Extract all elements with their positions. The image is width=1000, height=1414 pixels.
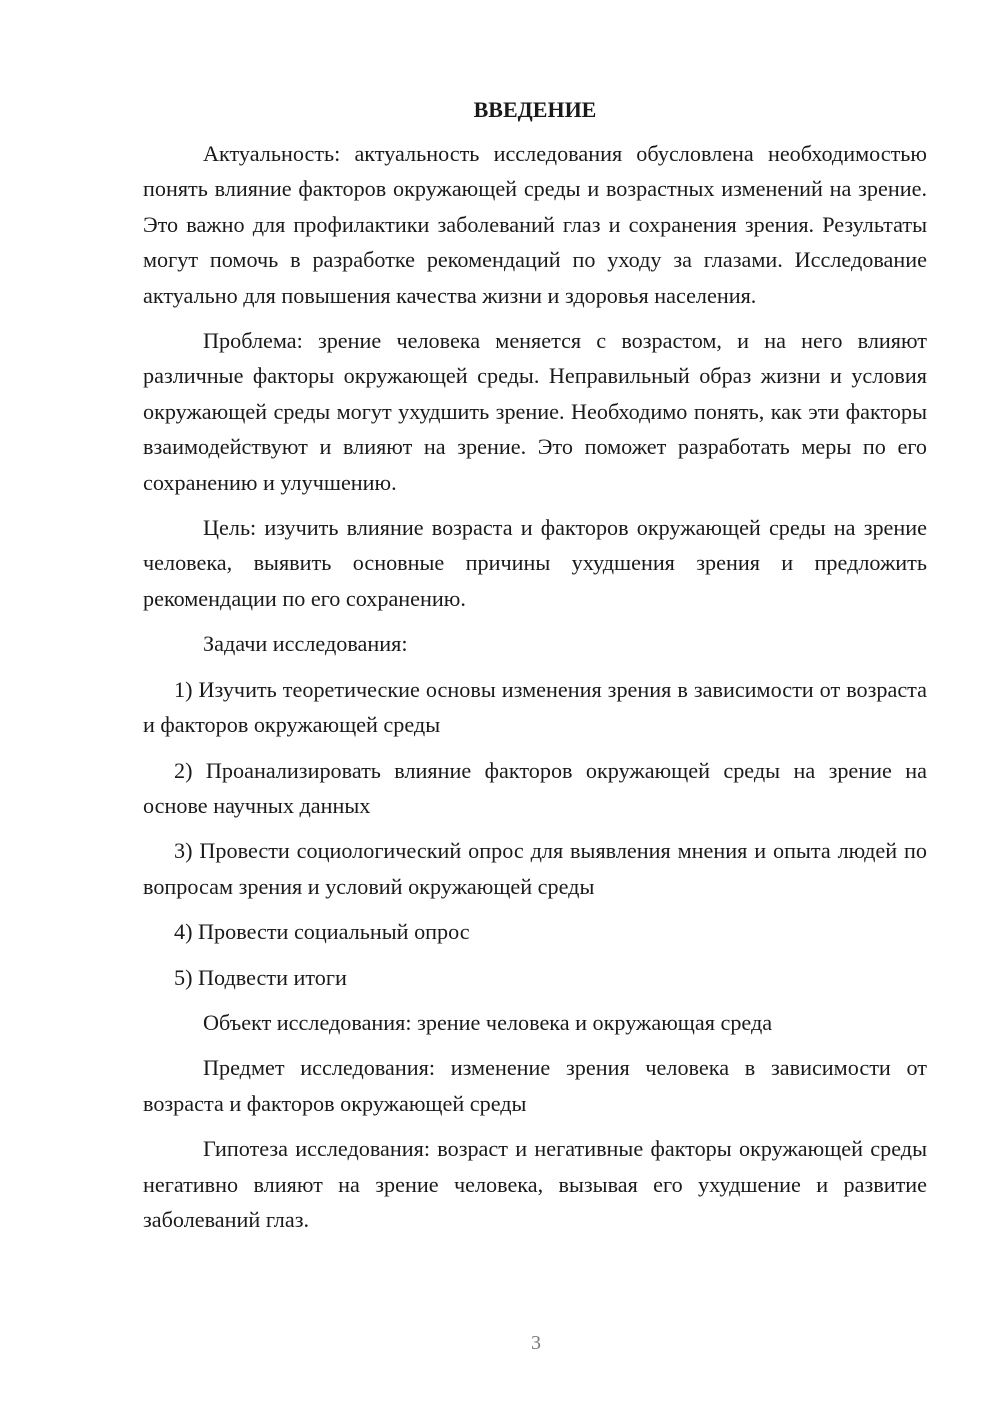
task-item: 1) Изучить теоретические основы изменения зрения в зависимости от возраста и факторов окружающей среды <box>143 676 927 738</box>
problem-paragraph: Проблема: зрение человека меняется с возрастом, и на него влияют различные факторы окружающей среды. Неправильный образ жизни и условия окружающей среды могут ухудшить зрение. Необходимо понять, как эти факторы взаимодействуют и влияют на зрение. Это поможет разработать меры по его сохранению и улучшению. <box>143 328 927 495</box>
hypothesis-paragraph: Гипотеза исследования: возраст и негативные факторы окружающей среды негативно влияют на зрение человека, вызывая его ухудшение и развитие заболеваний глаз. <box>143 1136 927 1232</box>
relevance-paragraph: Актуальность: актуальность исследования обусловлена необходимостью понять влияние факторов окружающей среды и возрастных изменений на зрение. Это важно для профилактики заболеваний глаз и сохранения зрения. Результаты могут помочь в разработке рекомендаций по уходу за глазами. Исследование актуально для повышения качества жизни и здоровья населения. <box>143 141 927 308</box>
subject-paragraph: Предмет исследования: изменение зрения человека в зависимости от возраста и факторов окружающей среды <box>143 1055 927 1116</box>
section-title: ВВЕДЕНИЕ <box>473 97 597 122</box>
object-paragraph: Объект исследования: зрение человека и окружающая среда <box>203 1009 773 1035</box>
task-item: 5) Подвести итоги <box>174 964 347 990</box>
tasks-label: Задачи исследования: <box>203 631 408 657</box>
task-item: 4) Провести социальный опрос <box>174 919 470 945</box>
task-item: 2) Проанализировать влияние факторов окружающей среды на зрение на основе научных данных <box>143 757 927 818</box>
document-page <box>143 95 927 1247</box>
task-item: 3) Провести социологический опрос для выявления мнения и опыта людей по вопросам зрения и условий окружающей среды <box>143 838 927 899</box>
page-number: 3 <box>531 1332 541 1354</box>
goal-paragraph: Цель: изучить влияние возраста и факторов окружающей среды на зрение человека, выявить основные причины ухудшения зрения и предложить рекомендации по его сохранению. <box>143 515 927 611</box>
